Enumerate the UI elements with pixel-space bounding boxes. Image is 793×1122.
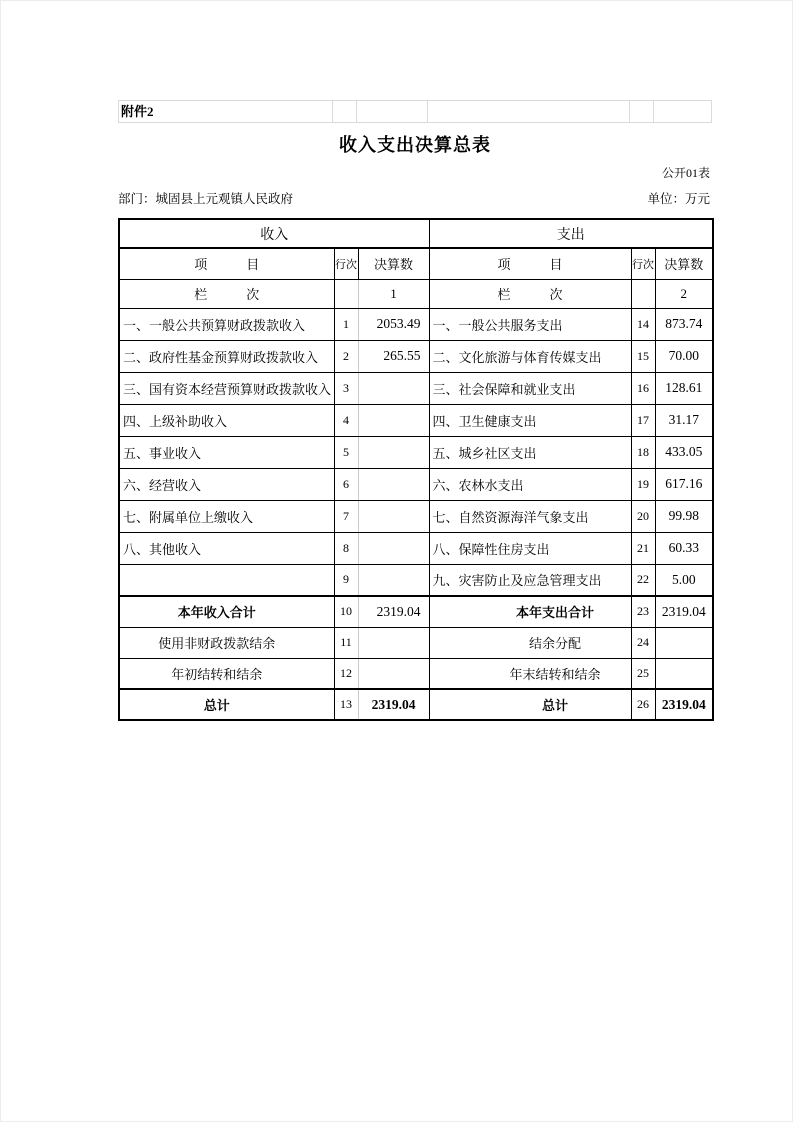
income-summary-value: 2319.04 — [358, 689, 429, 720]
income-section-header: 收入 — [119, 219, 429, 248]
summary-row — [119, 627, 713, 658]
table-row — [119, 500, 713, 532]
table-row — [119, 340, 713, 372]
grid-cell — [428, 101, 630, 122]
budget-summary-table — [118, 218, 714, 721]
expense-summary-value: 2319.04 — [655, 689, 713, 720]
income-item-header: 项 目 — [119, 248, 334, 279]
expense-line-cell: 24 — [631, 627, 655, 658]
expense-item-cell: 五、城乡社区支出 — [429, 436, 631, 468]
income-value-cell — [358, 404, 429, 436]
income-value-cell — [358, 532, 429, 564]
expense-summary-label: 结余分配 — [429, 627, 631, 658]
income-item-cell: 八、其他收入 — [119, 532, 334, 564]
income-column-index: 1 — [358, 279, 429, 308]
income-line-no-blank — [334, 279, 358, 308]
income-value-cell — [358, 436, 429, 468]
expense-value-cell: 70.00 — [655, 340, 713, 372]
income-line-cell: 4 — [334, 404, 358, 436]
income-item-cell: 三、国有资本经营预算财政拨款收入 — [119, 372, 334, 404]
expense-value-cell: 873.74 — [655, 308, 713, 340]
expense-value-cell: 433.05 — [655, 436, 713, 468]
expense-summary-value — [655, 627, 713, 658]
expense-amount-header: 决算数 — [655, 248, 713, 279]
expense-line-cell: 18 — [631, 436, 655, 468]
expense-line-no-blank — [631, 279, 655, 308]
table-row — [119, 436, 713, 468]
table-row — [119, 564, 713, 596]
expense-item-cell: 九、灾害防止及应急管理支出 — [429, 564, 631, 596]
income-summary-label: 使用非财政拨款结余 — [119, 627, 334, 658]
income-line-cell: 1 — [334, 308, 358, 340]
expense-item-cell: 二、文化旅游与体育传媒支出 — [429, 340, 631, 372]
department-label: 部门：城固县上元观镇人民政府 — [118, 192, 294, 206]
expense-item-cell: 八、保障性住房支出 — [429, 532, 631, 564]
income-value-cell: 265.55 — [358, 340, 429, 372]
income-item-cell: 六、经营收入 — [119, 468, 334, 500]
grid-cell — [654, 101, 711, 122]
expense-line-cell: 14 — [631, 308, 655, 340]
expense-value-cell: 5.00 — [655, 564, 713, 596]
expense-value-cell: 128.61 — [655, 372, 713, 404]
expense-item-cell: 四、卫生健康支出 — [429, 404, 631, 436]
income-line-cell: 9 — [334, 564, 358, 596]
expense-line-cell: 25 — [631, 658, 655, 689]
expense-line-cell: 16 — [631, 372, 655, 404]
income-line-cell: 12 — [334, 658, 358, 689]
income-amount-header: 决算数 — [358, 248, 429, 279]
income-line-cell: 2 — [334, 340, 358, 372]
attachment-label: 附件2 — [121, 104, 154, 119]
grid-cell — [333, 101, 357, 122]
income-summary-value — [358, 658, 429, 689]
income-line-cell: 11 — [334, 627, 358, 658]
expense-item-cell: 七、自然资源海洋气象支出 — [429, 500, 631, 532]
expense-line-cell: 19 — [631, 468, 655, 500]
expense-line-no-header: 行次 — [631, 248, 655, 279]
income-column-index-label: 栏 次 — [119, 279, 334, 308]
expense-value-cell: 99.98 — [655, 500, 713, 532]
expense-line-cell: 23 — [631, 596, 655, 627]
expense-value-cell: 617.16 — [655, 468, 713, 500]
income-value-cell — [358, 372, 429, 404]
table-row — [119, 404, 713, 436]
page-title: 收入支出决算总表 — [339, 135, 491, 155]
expense-value-cell: 31.17 — [655, 404, 713, 436]
income-value-cell — [358, 564, 429, 596]
section-header-row — [119, 219, 713, 248]
unit-label: 单位：万元 — [647, 192, 710, 206]
expense-item-header: 项 目 — [429, 248, 631, 279]
income-line-no-header: 行次 — [334, 248, 358, 279]
expense-line-cell: 15 — [631, 340, 655, 372]
income-item-cell: 七、附属单位上缴收入 — [119, 500, 334, 532]
attachment-row — [118, 100, 712, 123]
expense-line-cell: 26 — [631, 689, 655, 720]
summary-row — [119, 689, 713, 720]
column-header-row — [119, 248, 713, 279]
income-item-cell — [119, 564, 334, 596]
income-summary-value: 2319.04 — [358, 596, 429, 627]
table-row — [119, 372, 713, 404]
expense-summary-label: 年末结转和结余 — [429, 658, 631, 689]
summary-row — [119, 596, 713, 627]
income-line-cell: 5 — [334, 436, 358, 468]
table-row — [119, 308, 713, 340]
expense-line-cell: 20 — [631, 500, 655, 532]
summary-row — [119, 658, 713, 689]
income-value-cell — [358, 500, 429, 532]
income-line-cell: 7 — [334, 500, 358, 532]
table-code: 公开01表 — [661, 166, 710, 180]
expense-summary-label: 总计 — [429, 689, 631, 720]
expense-section-header: 支出 — [429, 219, 713, 248]
expense-summary-label: 本年支出合计 — [429, 596, 631, 627]
expense-line-cell: 21 — [631, 532, 655, 564]
expense-summary-value: 2319.04 — [655, 596, 713, 627]
income-line-cell: 8 — [334, 532, 358, 564]
income-item-cell: 五、事业收入 — [119, 436, 334, 468]
income-summary-label: 总计 — [119, 689, 334, 720]
expense-value-cell: 60.33 — [655, 532, 713, 564]
income-item-cell: 二、政府性基金预算财政拨款收入 — [119, 340, 334, 372]
meta-row — [118, 190, 712, 208]
income-line-cell: 13 — [334, 689, 358, 720]
income-line-cell: 6 — [334, 468, 358, 500]
expense-column-index-label: 栏 次 — [429, 279, 631, 308]
grid-cell — [357, 101, 428, 122]
income-item-cell: 四、上级补助收入 — [119, 404, 334, 436]
expense-item-cell: 三、社会保障和就业支出 — [429, 372, 631, 404]
expense-line-cell: 22 — [631, 564, 655, 596]
income-summary-label: 年初结转和结余 — [119, 658, 334, 689]
income-summary-label: 本年收入合计 — [119, 596, 334, 627]
document-sheet — [118, 100, 712, 721]
attachment-cell — [119, 101, 333, 122]
grid-cell — [630, 101, 654, 122]
income-value-cell: 2053.49 — [358, 308, 429, 340]
expense-summary-value — [655, 658, 713, 689]
income-value-cell — [358, 468, 429, 500]
income-summary-value — [358, 627, 429, 658]
expense-item-cell: 一、一般公共服务支出 — [429, 308, 631, 340]
column-index-row — [119, 279, 713, 308]
expense-item-cell: 六、农林水支出 — [429, 468, 631, 500]
table-row — [119, 468, 713, 500]
income-item-cell: 一、一般公共预算财政拨款收入 — [119, 308, 334, 340]
expense-line-cell: 17 — [631, 404, 655, 436]
expense-column-index: 2 — [655, 279, 713, 308]
income-line-cell: 10 — [334, 596, 358, 627]
table-row — [119, 532, 713, 564]
income-line-cell: 3 — [334, 372, 358, 404]
